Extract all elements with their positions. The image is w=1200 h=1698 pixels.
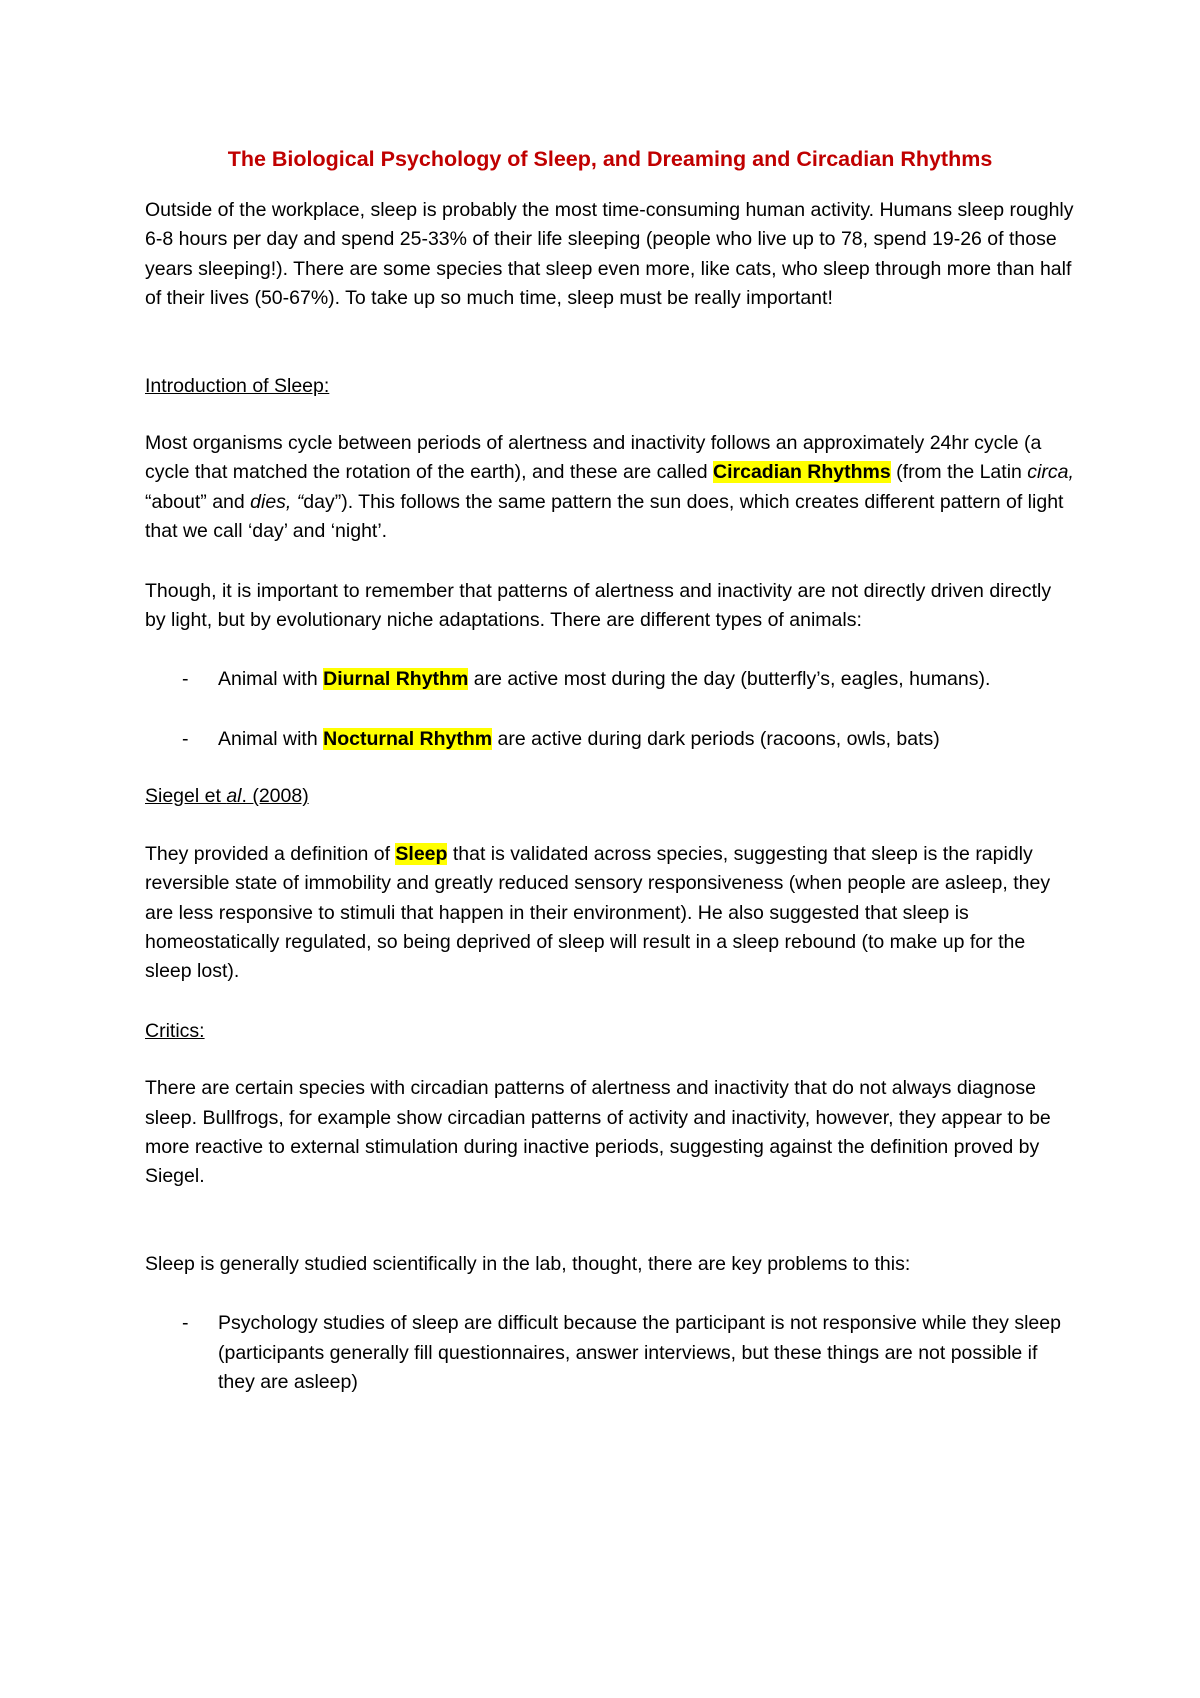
section-heading-introduction: Introduction of Sleep: xyxy=(145,374,330,397)
animals-paragraph: Though, it is important to remember that patterns of alertness and inactivity are not directly driven directly by light, but by evolutionary niche adaptations. There are different types of animals: xyxy=(145,579,1052,632)
text-span: are active during dark periods (racoons, owls, bats) xyxy=(492,727,940,750)
list-item-participant-responsiveness xyxy=(145,1309,1075,1397)
text-span: Most organisms cycle between periods of alertness and inactivity follows an approximately 24hr cycle (a cycle that matched the rotation of the earth), and these are called xyxy=(145,432,1042,484)
text-span: Psychology studies of sleep are difficult because the participant is not responsive while they sleep (participants generally fill questionnaires, answer interviews, but these things are not possible if they are asleep) xyxy=(218,1312,1061,1393)
italic-dies: dies, “ xyxy=(250,490,304,513)
list-item-nocturnal xyxy=(145,725,1075,754)
highlight-nocturnal-rhythm: Nocturnal Rhythm xyxy=(323,727,493,750)
section-heading-critics: Critics: xyxy=(145,1019,205,1042)
document-title: The Biological Psychology of Sleep, and Dreaming and Circadian Rhythms xyxy=(227,147,993,171)
bullet-dash: - xyxy=(182,668,189,691)
text-span: day”). This follows the same pattern the sun does, which creates different pattern of light that we call ‘day’ and ‘night’. xyxy=(145,490,1064,543)
circadian-paragraph xyxy=(145,429,1075,547)
text-span: Animal with xyxy=(218,727,324,750)
bullet-dash: - xyxy=(182,727,189,750)
text-span: “about” and xyxy=(145,490,251,513)
italic-al: al xyxy=(226,785,242,808)
text-span: Siegel et xyxy=(145,785,227,808)
rhythm-bullet-list xyxy=(145,665,1075,754)
text-span: . (2008) xyxy=(241,785,309,808)
italic-circa: circa, xyxy=(1027,461,1074,484)
highlight-diurnal-rhythm: Diurnal Rhythm xyxy=(323,668,469,691)
list-item-diurnal xyxy=(145,665,1075,694)
critics-paragraph: There are certain species with circadian patterns of alertness and inactivity that do not always diagnose sleep. Bullfrogs, for example show circadian patterns of activity and inactivity, however, they appear to be more reactive to external stimulation during inactive periods, suggesting against the definition proved by Siegel. xyxy=(145,1077,1051,1188)
section-heading-siegel xyxy=(145,782,1075,811)
siegel-paragraph xyxy=(145,840,1075,987)
highlight-circadian-rhythms: Circadian Rhythms xyxy=(713,461,891,484)
text-span: that is validated across species, suggesting that sleep is the rapidly reversible state of immobility and greatly reduced sensory responsiveness (when people are asleep, they are less responsive to stimuli that happen in their environment). He also suggested that sleep is homeostatically regulated, so being deprived of sleep will result in a sleep rebound (to make up for the sleep lost). xyxy=(145,842,1051,983)
text-span: Animal with xyxy=(218,668,324,691)
highlight-sleep: Sleep xyxy=(395,842,448,865)
lab-paragraph: Sleep is generally studied scientifically in the lab, thought, there are key problems to this: xyxy=(145,1252,911,1275)
text-span: are active most during the day (butterfly’s, eagles, humans). xyxy=(468,668,991,691)
lab-problems-list xyxy=(145,1309,1075,1397)
bullet-dash: - xyxy=(182,1312,189,1335)
text-span: They provided a definition of xyxy=(145,842,396,865)
text-span: (from the Latin xyxy=(890,461,1028,484)
intro-paragraph: Outside of the workplace, sleep is probably the most time-consuming human activity. Humans sleep roughly 6-8 hours per day and spend 25-33% of their life sleeping (people who live up to 78, spend 19-26 of those years sleeping!). There are some species that sleep even more, like cats, who sleep through more than half of their lives (50-67%). To take up so much time, sleep must be really important! xyxy=(145,199,1074,310)
